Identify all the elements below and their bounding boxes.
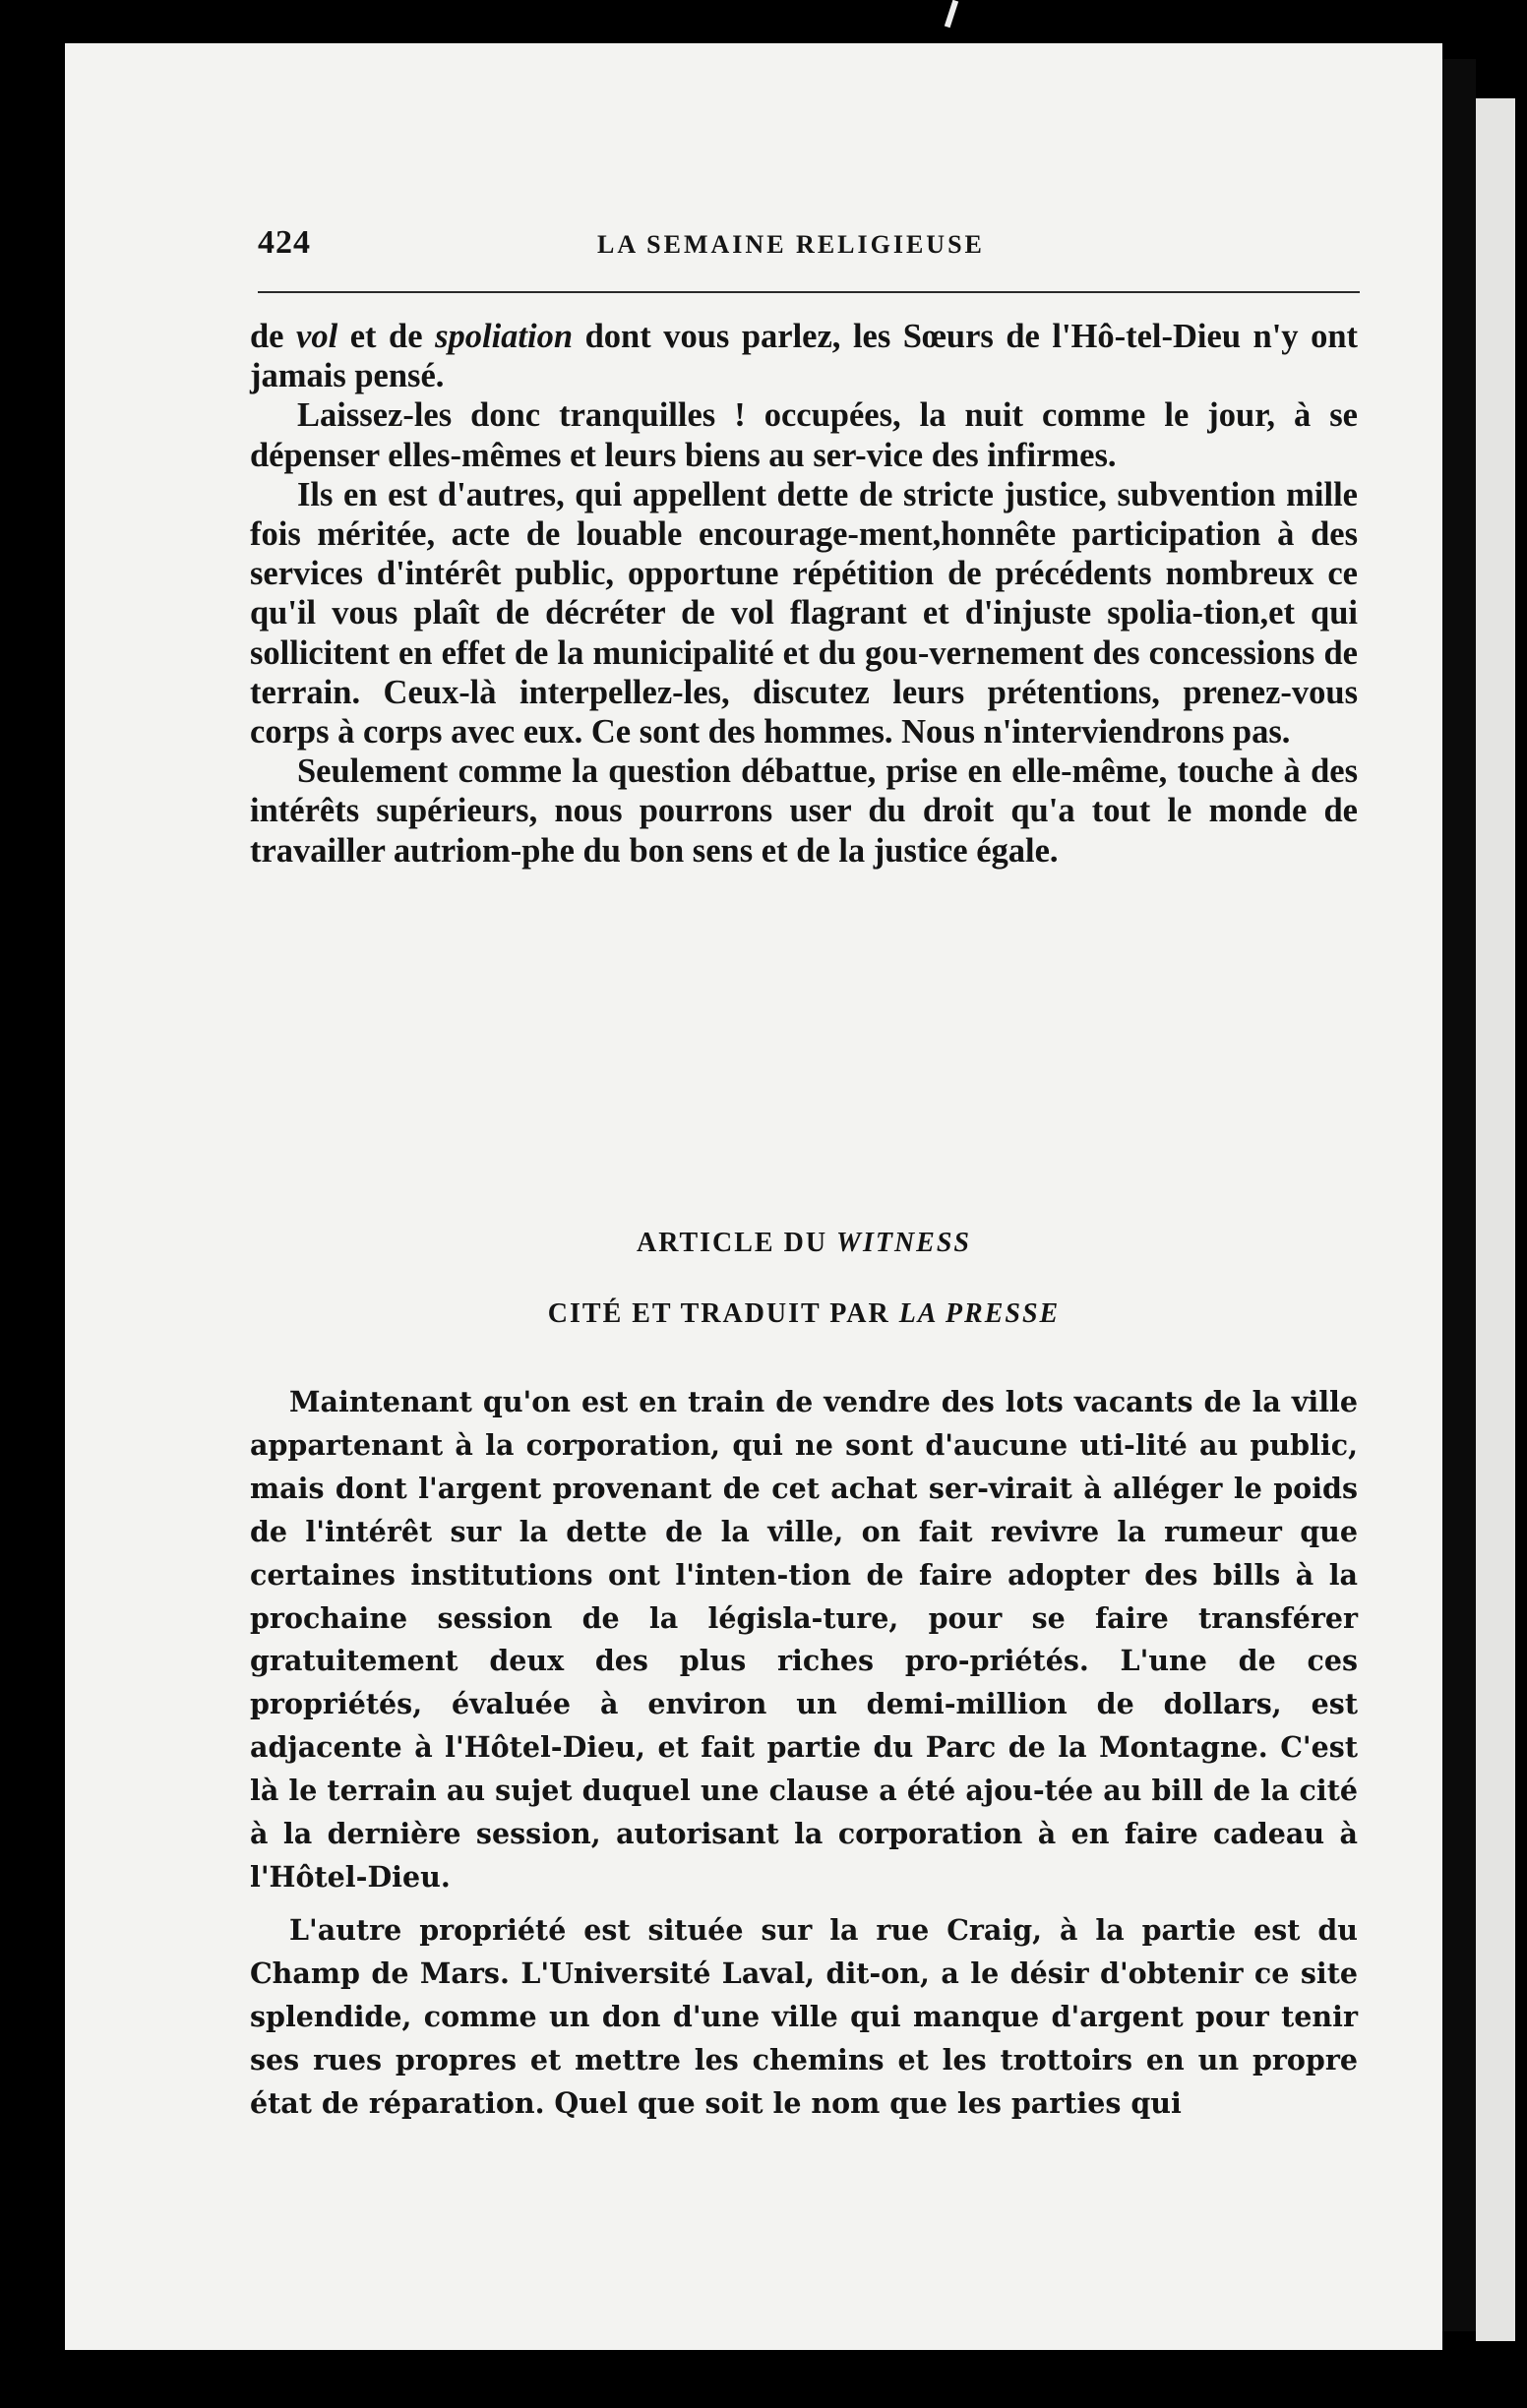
title-text: ARTICLE DU xyxy=(637,1228,837,1258)
article-paragraph-2: L'autre propriété est située sur la rue Craig, à la partie est du Champ de Mars. L'Université Laval, dit-on, a le désir d'obtenir ce site splendide, comme un don d'une ville qui manque d'argent pour tenir ses rues propres et mettre les chemins et les trottoirs en un propre état de réparation. Quel que soit le nom que les parties qui xyxy=(250,1912,1358,2120)
text-run: et de xyxy=(337,318,436,355)
header-rule xyxy=(258,291,1360,293)
paragraph-2: Laissez-les donc tranquilles ! occupées, la nuit comme le jour, à se dépenser elles-mêmes et leurs biens au ser-vice des infirmes. xyxy=(250,396,1358,474)
page-gutter xyxy=(1442,59,1476,2331)
title-italic: WITNESS xyxy=(836,1228,971,1258)
italic-vol: vol xyxy=(296,318,338,355)
subtitle-italic: LA PRESSE xyxy=(898,1298,1061,1329)
page-header xyxy=(258,224,1360,271)
article-subtitle xyxy=(250,1298,1358,1330)
running-title: LA SEMAINE RELIGIEUSE xyxy=(597,230,985,259)
page-number: 424 xyxy=(258,224,311,261)
facing-page-edge xyxy=(1476,98,1515,2341)
article-paragraph-1: Maintenant qu'on est en train de vendre des lots vacants de la ville appartenant à la corporation, qui ne sont d'aucune uti-lité au public, mais dont l'argent provenant de cet achat ser-virait à alléger le poids de l'intérêt sur la dette de la ville, on fait revivre la rumeur que certaines institutions ont l'inten-tion de faire adopter des bills à la prochaine session de la législa-ture, pour se faire transférer gratuitement deux des plus riches pro-priétés. L'une de ces propriétés, évaluée à environ un demi-million de dollars, est adjacente à l'Hôtel-Dieu, et fait partie du Parc de la Montagne. C'est là le terrain au sujet duquel une clause a été ajou-tée au bill de la cité à la dernière session, autorisant la corporation à en faire cadeau à l'Hôtel-Dieu. xyxy=(250,1385,1358,1894)
paragraph-1 xyxy=(250,317,1358,395)
subtitle-text: CITÉ ET TRADUIT PAR xyxy=(547,1298,899,1329)
italic-spoliation: spoliation xyxy=(435,318,574,355)
text-run: dont vous parlez, les Sœurs de l'Hô-tel-Dieu n'y ont jamais pensé. xyxy=(250,318,1359,395)
paragraph-4: Seulement comme la question débattue, prise en elle-même, touche à des intérêts supérieurs, nous pourrons user du droit qu'a tout le monde de travailler autriom-phe du bon sens et de la justice égale. xyxy=(250,752,1358,870)
body-text xyxy=(250,317,1358,871)
text-run: de xyxy=(250,318,297,355)
paragraph-3: Ils en est d'autres, qui appellent dette de stricte justice, subvention mille fois méritée, acte de louable encourage-ment,honnête participation à des services d'intérêt public, opportune répétition de précédents nombreux ce qu'il vous plaît de décréter de vol flagrant et d'injuste spolia-tion,et qui sollicitent en effet de la municipalité et du gou-vernement des concessions de terrain. Ceux-là interpellez-les, discutez leurs prétentions, prenez-vous corps à corps avec eux. Ce sont des hommes. Nous n'interviendrons pas. xyxy=(250,475,1358,752)
scan-mark xyxy=(945,0,958,28)
article-text xyxy=(250,1381,1358,2135)
article-title xyxy=(250,1228,1358,1259)
